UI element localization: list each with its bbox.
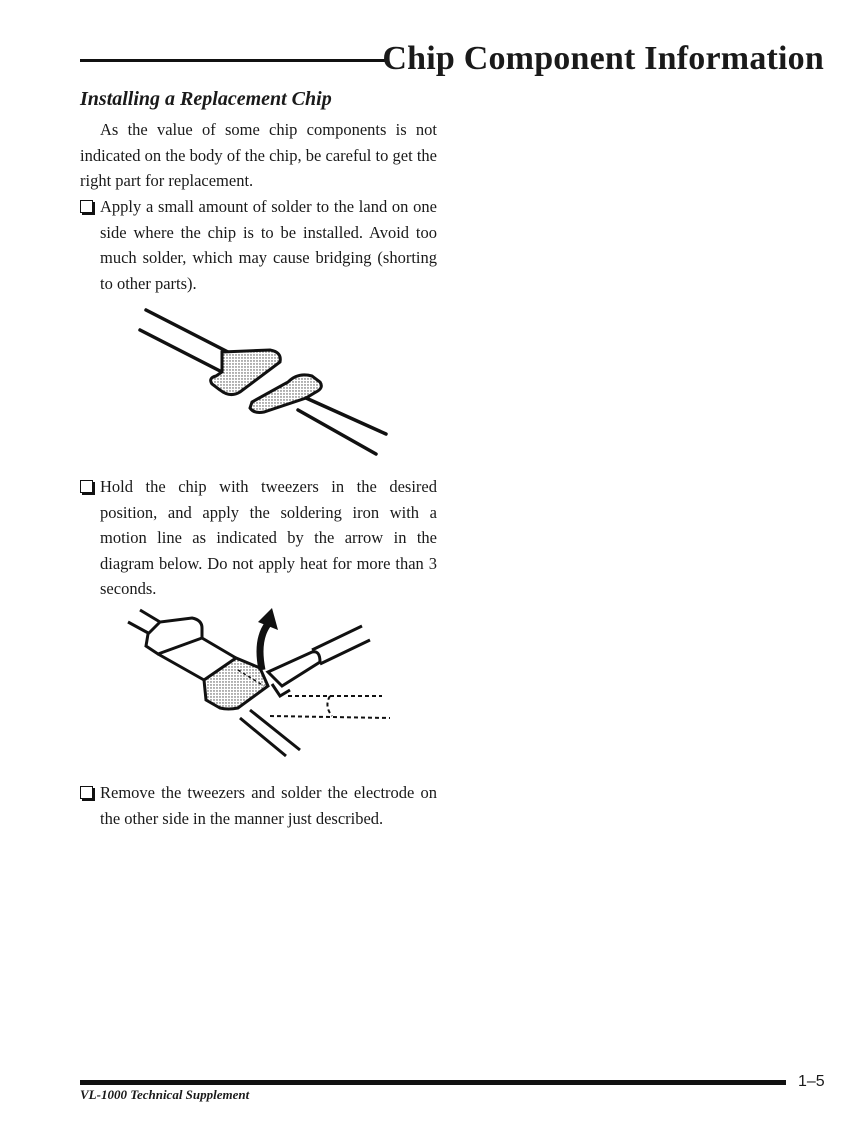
step-1 [80, 194, 437, 296]
page-title: Chip Component Information [382, 40, 824, 77]
footer-rule [80, 1080, 786, 1085]
step-3-text: Remove the tweezers and solder the electrode on the other side in the manner just described. [100, 783, 437, 828]
header-rule [80, 59, 388, 62]
step-2-text: Hold the chip with tweezers in the desired position, and apply the soldering iron with a motion line as indicated by the arrow in the diagram below. Do not apply heat for more than 3 seconds. [100, 477, 437, 598]
soldering-iron-illustration [120, 600, 410, 770]
step-2 [80, 474, 437, 602]
checkbox-bullet-icon [80, 480, 93, 493]
checkbox-bullet-icon [80, 200, 93, 213]
checkbox-bullet-icon [80, 786, 93, 799]
intro-paragraph: As the value of some chip components is not indicated on the body of the chip, be careful to get the right part for replacement. [80, 120, 437, 190]
page-number: 1–5 [798, 1073, 825, 1090]
section-heading: Installing a Replacement Chip [80, 88, 332, 110]
step-3 [80, 780, 437, 831]
footer-title: VL-1000 Technical Supplement [80, 1087, 250, 1102]
solder-land-illustration [130, 300, 400, 465]
step-1-text: Apply a small amount of solder to the land on one side where the chip is to be installed. Avoid too much solder, which may cause bridging (shorting to other parts). [100, 197, 437, 293]
